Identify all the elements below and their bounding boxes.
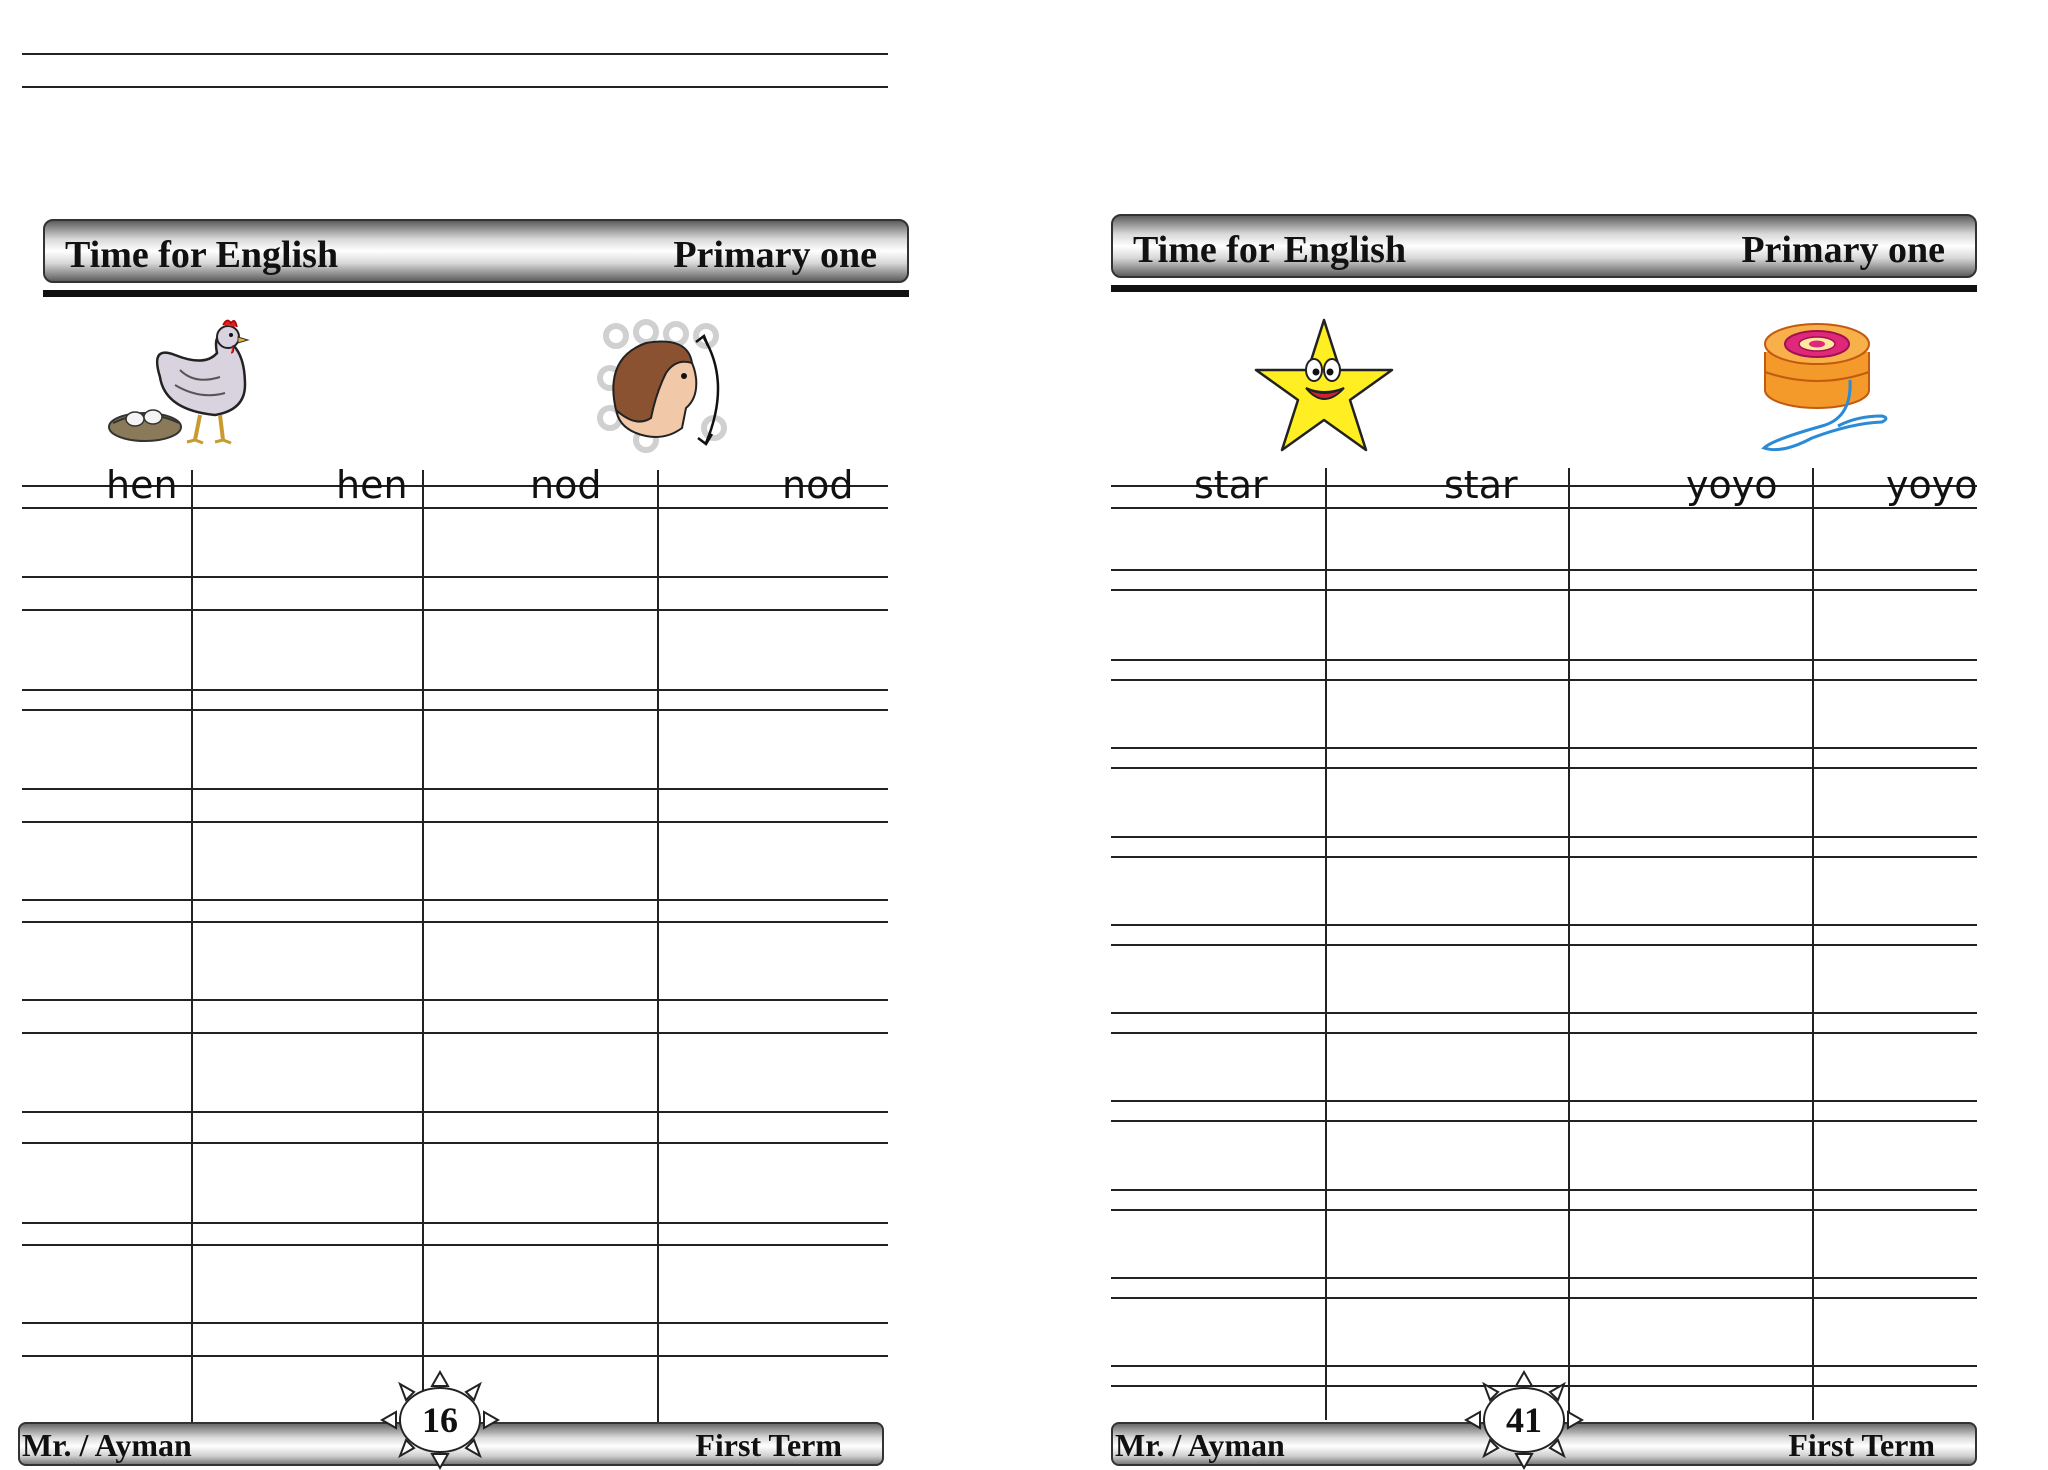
- column-word-1: hen: [106, 463, 178, 507]
- column-word-3: nod: [530, 463, 602, 507]
- page-number-badge: [1464, 1370, 1584, 1470]
- page-number-badge: [380, 1370, 500, 1470]
- footer-teacher: Mr. / Ayman: [22, 1427, 192, 1463]
- header-grade: Primary one: [673, 234, 877, 276]
- column-word-4: yoyo: [1886, 463, 1978, 507]
- header-title: Time for English: [1133, 229, 1407, 271]
- column-word-3: yoyo: [1686, 463, 1778, 507]
- column-word-1: star: [1194, 463, 1268, 507]
- writing-grid: [1024, 0, 2048, 1447]
- column-word-4: nod: [782, 463, 854, 507]
- worksheet-page-right: [1024, 0, 2048, 1463]
- footer-term: First Term: [695, 1427, 842, 1463]
- writing-grid: [0, 0, 1024, 1447]
- worksheet-page-left: [0, 0, 1024, 1463]
- footer-term: First Term: [1788, 1427, 1935, 1463]
- header-title: Time for English: [65, 234, 339, 276]
- column-word-2: star: [1444, 463, 1518, 507]
- page-number: 16: [422, 1400, 458, 1440]
- header-grade: Primary one: [1741, 229, 1945, 271]
- footer-teacher: Mr. / Ayman: [1115, 1427, 1285, 1463]
- page-number: 41: [1506, 1400, 1542, 1440]
- column-word-2: hen: [336, 463, 408, 507]
